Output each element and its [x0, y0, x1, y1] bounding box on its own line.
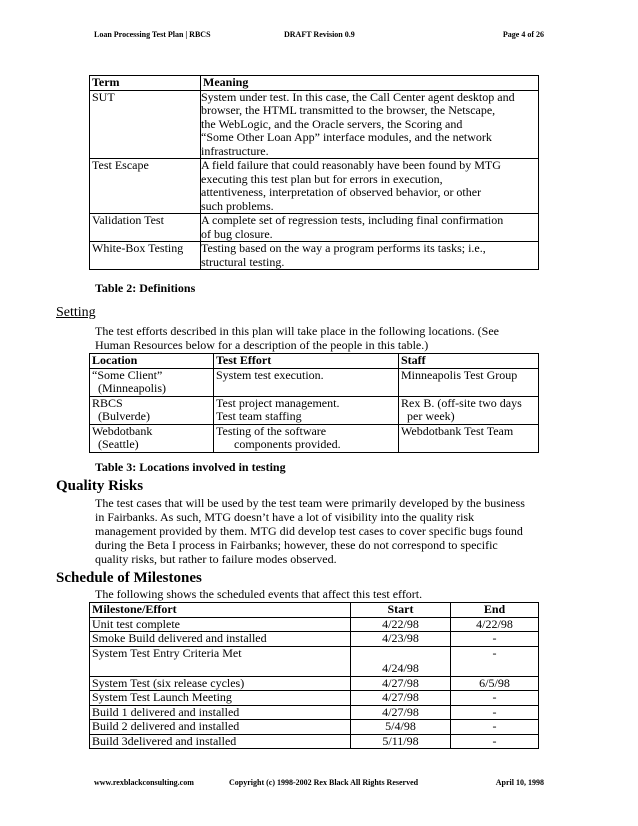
table-row	[90, 691, 539, 706]
column-header: Start	[351, 603, 451, 618]
staff-cell	[399, 424, 539, 452]
location-cell	[90, 368, 214, 396]
location-city: (Minneapolis)	[98, 381, 166, 395]
table-caption: Table 2: Definitions	[95, 281, 196, 295]
meaning-line: browser, the HTML transmitted to the browser, the Netscape,	[201, 103, 496, 117]
meaning-line: of bug closure.	[201, 226, 273, 241]
effort-cell	[214, 424, 399, 452]
paragraph-line: management provided by them. MTG did develop test cases to cover specific bugs found	[95, 524, 523, 538]
meaning-line: A field failure that could reasonably have been found by MTG	[201, 158, 501, 172]
table-row	[90, 242, 539, 270]
table-header-row	[90, 76, 539, 91]
staff-line: Webdotbank Test Team	[401, 423, 514, 438]
end-cell: 4/22/98	[451, 617, 539, 632]
table-row	[90, 159, 539, 214]
meaning-line: A complete set of regression tests, including final confirmation	[201, 213, 504, 227]
term-cell: Validation Test	[90, 214, 201, 242]
effort-cell	[214, 396, 399, 424]
term-cell: Test Escape	[90, 159, 201, 214]
staff-cell	[399, 368, 539, 396]
column-header: Milestone/Effort	[90, 603, 351, 618]
start-cell: 4/23/98	[351, 632, 451, 647]
paragraph-line: quality risks, but rather to failure modes observed.	[95, 552, 337, 566]
location-cell	[90, 396, 214, 424]
term-cell: SUT	[90, 90, 201, 159]
paragraph-line: The following shows the scheduled events that affect this test effort.	[95, 587, 423, 601]
quality-risks-paragraph	[95, 496, 545, 566]
end-cell: -	[451, 691, 539, 706]
paragraph-line: The test efforts described in this plan will take place in the following locations. (See	[95, 324, 500, 338]
effort-cell	[214, 368, 399, 396]
footer-website-link[interactable]: www.rexblackconsulting.com	[94, 778, 194, 787]
term-cell: White-Box Testing	[90, 242, 201, 270]
table-row	[90, 368, 539, 396]
table-header-row	[90, 354, 539, 369]
meaning-line: “Some Other Loan App” interface modules, and the network	[201, 130, 492, 144]
header-revision: DRAFT Revision 0.9	[284, 30, 355, 39]
location-name: “Some Client”	[92, 367, 163, 382]
table-header-row	[90, 603, 539, 618]
footer-date: April 10, 1998	[495, 778, 544, 787]
column-header: Location	[90, 354, 214, 369]
end-cell: -	[451, 632, 539, 647]
milestone-cell: Build 2 delivered and installed	[90, 720, 351, 735]
meaning-line: executing this test plan but for errors in execution,	[201, 171, 443, 186]
meaning-line: the WebLogic, and the Oracle servers, the Scoring and	[201, 116, 463, 131]
section-heading-milestones: Schedule of Milestones	[56, 570, 202, 586]
footer-copyright: Copyright (c) 1998-2002 Rex Black All Rights Reserved	[229, 778, 419, 787]
meaning-line: infrastructure.	[201, 143, 269, 158]
meaning-line: structural testing.	[201, 254, 285, 269]
table-row	[90, 632, 539, 647]
header-page-number: Page 4 of 26	[502, 30, 544, 39]
meaning-line: attentiveness, interpretation of observed behavior, or other	[201, 185, 482, 199]
effort-line: Test project management.	[216, 395, 340, 410]
table-row	[90, 676, 539, 691]
meaning-line: such problems.	[201, 198, 274, 213]
milestone-cell: System Test Entry Criteria Met	[90, 646, 351, 676]
location-city: (Seattle)	[98, 437, 139, 451]
end-cell: 6/5/98	[451, 676, 539, 691]
location-cell	[90, 424, 214, 452]
start-cell: 5/11/98	[351, 734, 451, 749]
table-row	[90, 90, 539, 159]
section-heading-quality-risks: Quality Risks	[56, 478, 144, 494]
milestone-cell: Build 3delivered and installed	[90, 734, 351, 749]
start-cell: 4/22/98	[351, 617, 451, 632]
staff-line: per week)	[407, 409, 455, 423]
start-cell: 5/4/98	[351, 720, 451, 735]
milestone-cell: Unit test complete	[90, 617, 351, 632]
milestone-cell: Smoke Build delivered and installed	[90, 632, 351, 647]
paragraph-line: Human Resources below for a description of the people in this table.)	[95, 338, 429, 352]
table-row	[90, 424, 539, 452]
column-header: Term	[90, 76, 201, 91]
start-cell: 4/27/98	[351, 705, 451, 720]
meaning-line: System under test. In this case, the Call Center agent desktop and	[201, 89, 515, 104]
setting-intro	[95, 324, 545, 352]
meaning-cell	[201, 159, 539, 214]
milestones-table	[89, 602, 539, 749]
table-row	[90, 734, 539, 749]
milestone-cell: System Test (six release cycles)	[90, 676, 351, 691]
table-row	[90, 646, 539, 676]
end-cell: -	[451, 705, 539, 720]
definitions-table	[89, 75, 539, 270]
paragraph-line: during the Beta I process in Fairbanks; however, these do not correspond to specific	[95, 538, 498, 552]
locations-table	[89, 353, 539, 453]
effort-line: Test team staffing	[216, 409, 302, 423]
page-header	[94, 30, 544, 44]
start-cell: 4/27/98	[351, 676, 451, 691]
start-cell: 4/24/98	[351, 646, 451, 676]
meaning-cell	[201, 90, 539, 159]
end-cell: -	[451, 720, 539, 735]
milestones-intro	[95, 587, 545, 601]
table-row	[90, 214, 539, 242]
column-header: End	[451, 603, 539, 618]
column-header: Test Effort	[214, 354, 399, 369]
meaning-line: Testing based on the way a program performs its tasks; i.e.,	[201, 241, 486, 255]
milestone-cell: Build 1 delivered and installed	[90, 705, 351, 720]
end-cell: -	[451, 646, 539, 676]
paragraph-line: in Fairbanks. As such, MTG doesn’t have a lot of visibility into the quality risk	[95, 510, 475, 524]
table-row	[90, 720, 539, 735]
start-cell: 4/27/98	[351, 691, 451, 706]
section-heading-setting: Setting	[56, 305, 96, 320]
table-row	[90, 705, 539, 720]
location-name: Webdotbank	[92, 423, 153, 438]
end-cell: -	[451, 734, 539, 749]
column-header: Meaning	[201, 76, 539, 91]
location-name: RBCS	[92, 395, 123, 410]
page-footer	[94, 778, 544, 790]
effort-line: components provided.	[234, 437, 341, 451]
column-header: Staff	[399, 354, 539, 369]
effort-line: Testing of the software	[216, 423, 327, 438]
milestone-cell: System Test Launch Meeting	[90, 691, 351, 706]
meaning-cell	[201, 214, 539, 242]
header-doc-title: Loan Processing Test Plan | RBCS	[94, 30, 211, 39]
table-caption: Table 3: Locations involved in testing	[95, 460, 286, 474]
staff-line: Minneapolis Test Group	[401, 367, 518, 382]
staff-cell	[399, 396, 539, 424]
paragraph-line: The test cases that will be used by the test team were primarily developed by the business	[95, 496, 525, 510]
table-row	[90, 396, 539, 424]
effort-line: System test execution.	[216, 367, 324, 382]
location-city: (Bulverde)	[98, 409, 150, 423]
staff-line: Rex B. (off-site two days	[401, 395, 522, 410]
meaning-cell	[201, 242, 539, 270]
table-row	[90, 617, 539, 632]
